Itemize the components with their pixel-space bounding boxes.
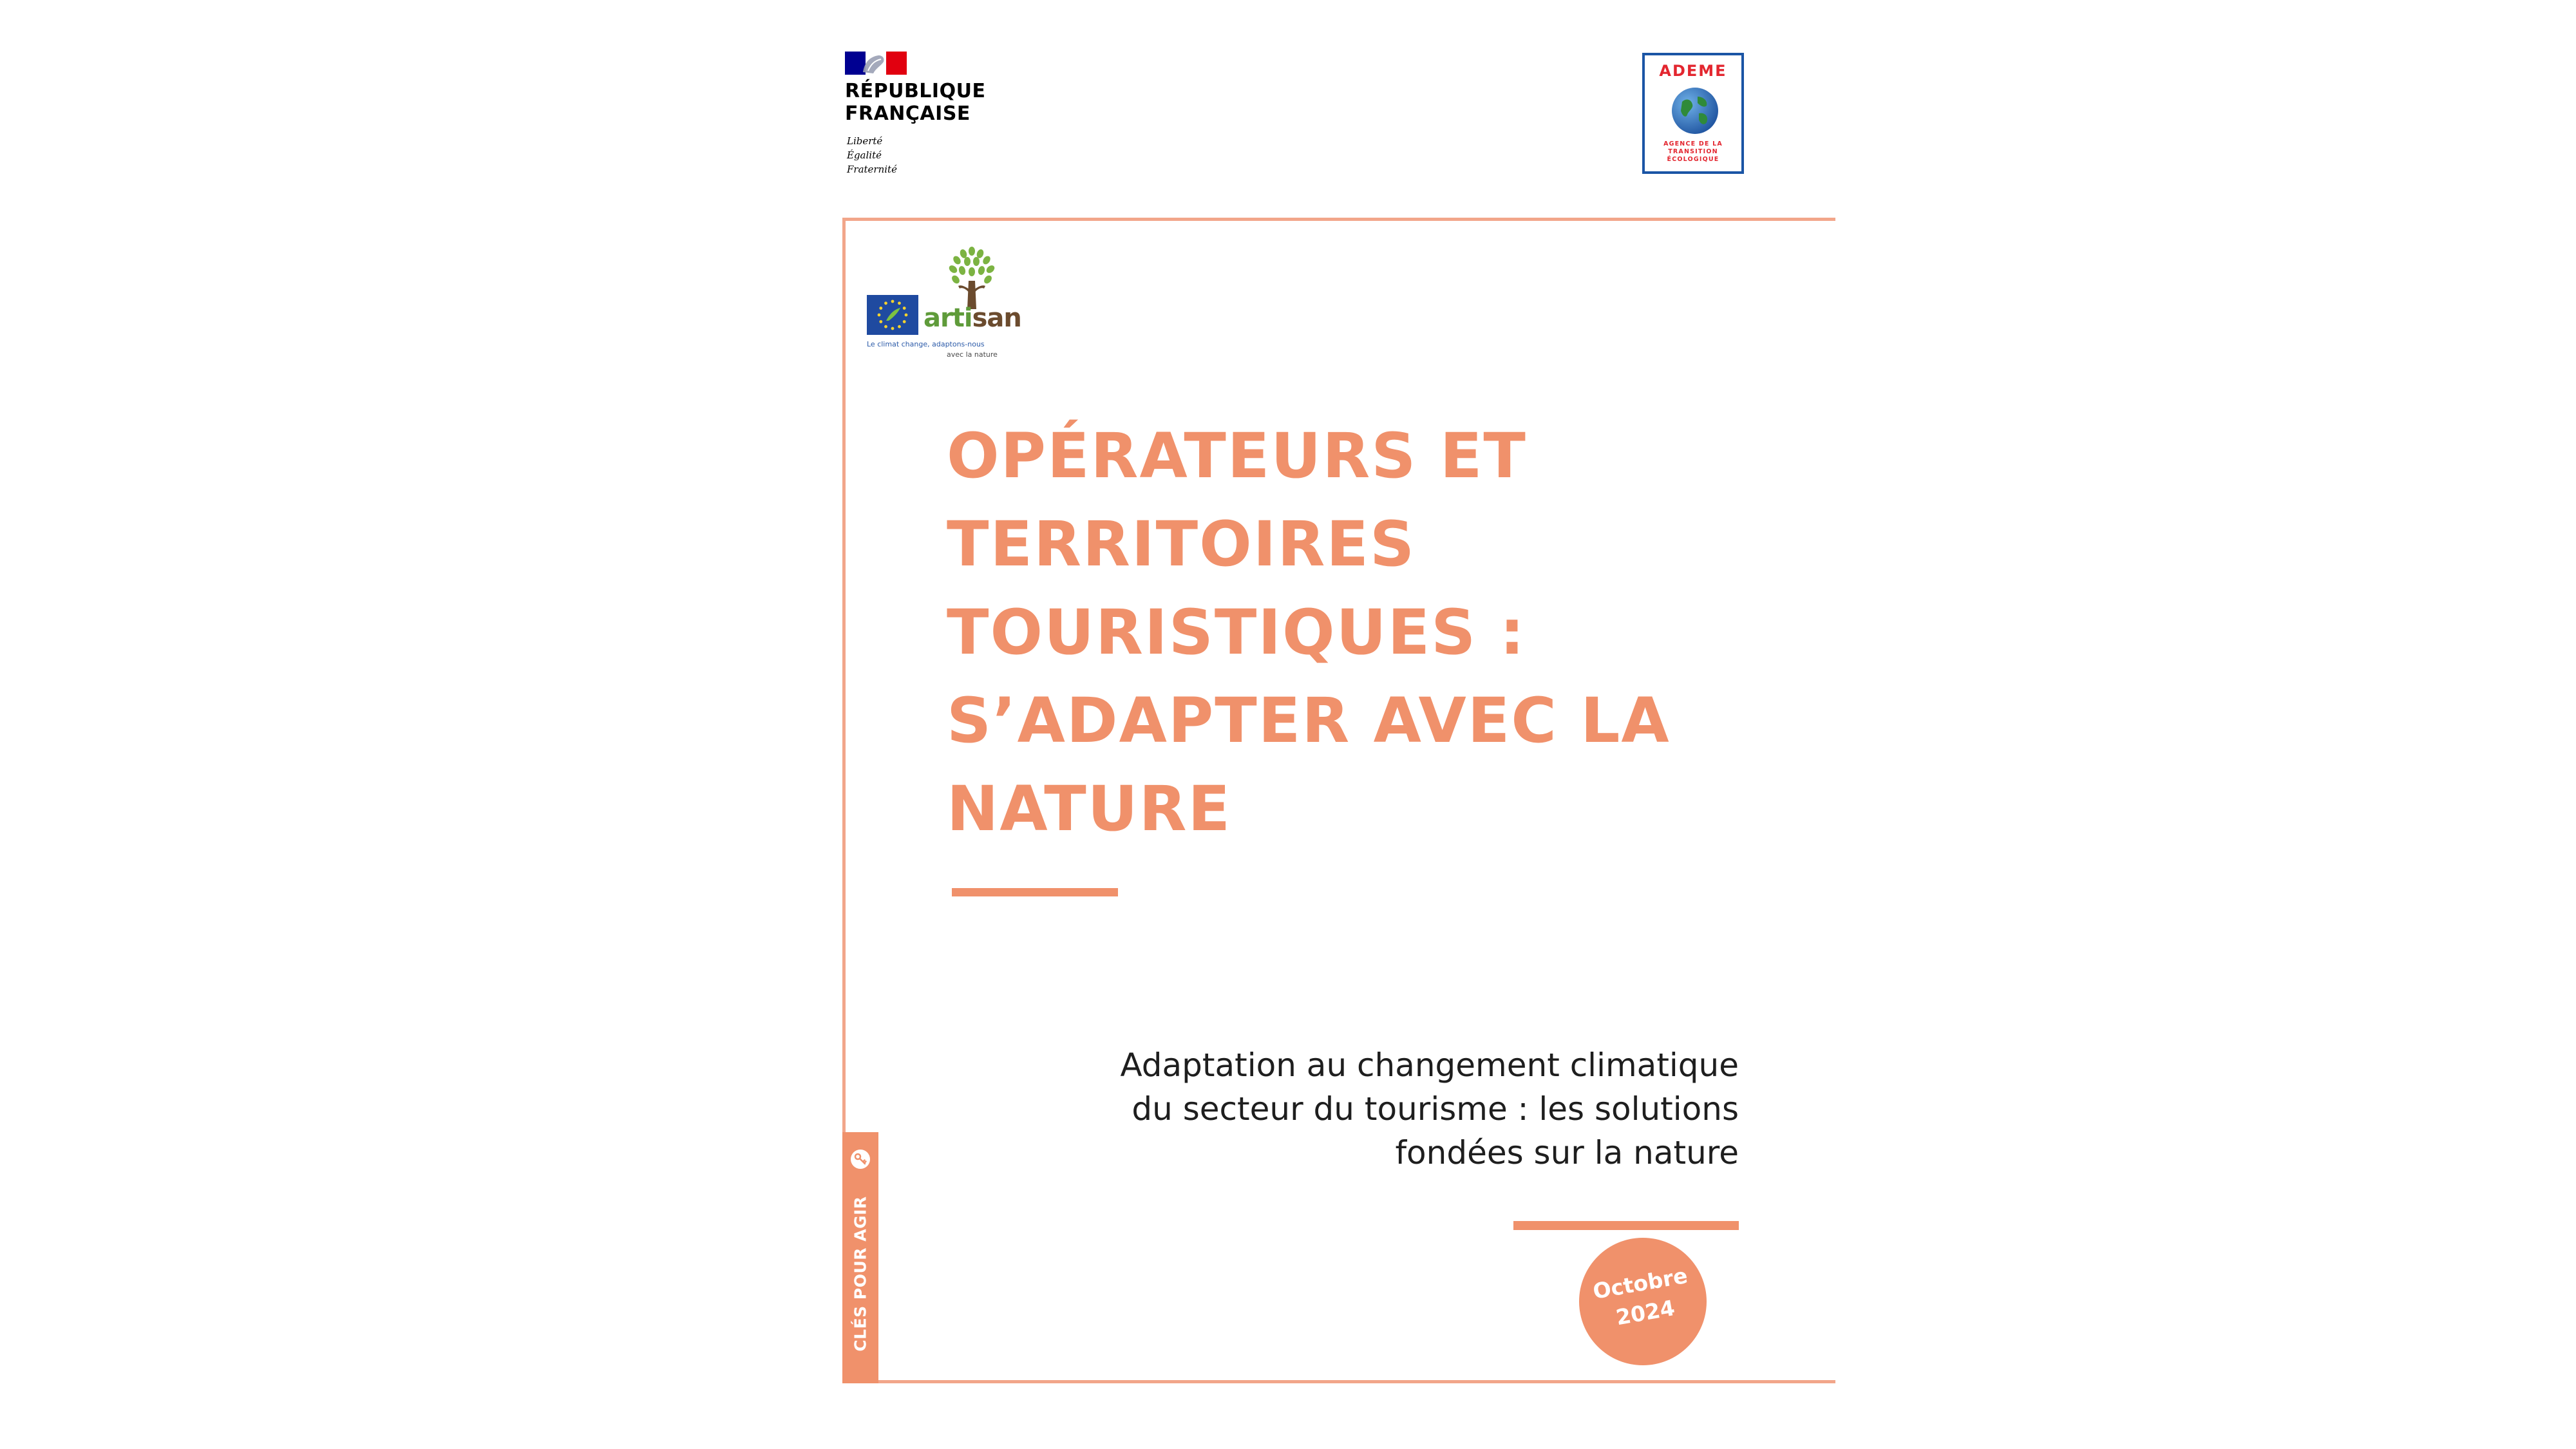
date-text (1575, 1258, 1711, 1339)
frame-top-border (842, 218, 1835, 221)
artisan-logo (867, 245, 1021, 367)
eu-life-flag-icon (867, 295, 918, 335)
series-tab (842, 1132, 878, 1383)
title-line: OPÉRATEURS ET (947, 420, 1527, 492)
motto-fraternite: Fraternité (847, 164, 897, 175)
title-line: NATURE (947, 773, 1232, 845)
date-badge (1579, 1238, 1707, 1365)
title-line: TERRITOIRES (947, 508, 1416, 580)
ademe-sub-line-2: TRANSITION (1668, 148, 1718, 155)
title-underline (952, 888, 1118, 896)
ademe-sub-line-3: ÉCOLOGIQUE (1667, 156, 1719, 163)
title-line: S’ADAPTER AVEC LA (947, 685, 1671, 757)
subtitle-line: Adaptation au changement climatique (1120, 1046, 1739, 1084)
artisan-word-part2: san (972, 303, 1021, 333)
key-icon (850, 1149, 871, 1170)
frame-bottom-border (842, 1380, 1835, 1383)
artisan-tagline-2: avec la nature (947, 350, 998, 359)
ademe-sub-line-1: AGENCE DE LA (1663, 140, 1723, 147)
rf-line-1: RÉPUBLIQUE (845, 80, 986, 102)
ademe-name: ADEME (1659, 62, 1727, 80)
subtitle-line: du secteur du tourisme : les solutions (1132, 1090, 1739, 1128)
artisan-wordmark (923, 304, 1021, 332)
rf-motto (847, 134, 897, 176)
artisan-word-part1: arti (923, 303, 972, 333)
subtitle-line: fondées sur la nature (1395, 1134, 1739, 1171)
ademe-subtitle (1647, 140, 1739, 164)
cover-subtitle (1005, 1043, 1739, 1175)
series-label: CLÉS POUR AGIR (851, 1196, 870, 1352)
republique-francaise-name (845, 80, 985, 125)
marianne-flag-icon (845, 52, 907, 75)
title-line: TOURISTIQUES : (947, 596, 1526, 668)
date-year: 2024 (1614, 1294, 1677, 1331)
ademe-logo (1642, 53, 1744, 174)
globe-icon (1671, 86, 1719, 135)
cover-title (947, 412, 1719, 853)
subtitle-underline (1513, 1221, 1739, 1230)
rf-line-2: FRANÇAISE (845, 102, 971, 125)
motto-liberte: Liberté (847, 135, 883, 147)
artisan-tagline: Le climat change, adaptons-nous (867, 340, 985, 348)
date-month: Octobre (1591, 1262, 1690, 1304)
motto-egalite: Égalité (847, 149, 882, 161)
